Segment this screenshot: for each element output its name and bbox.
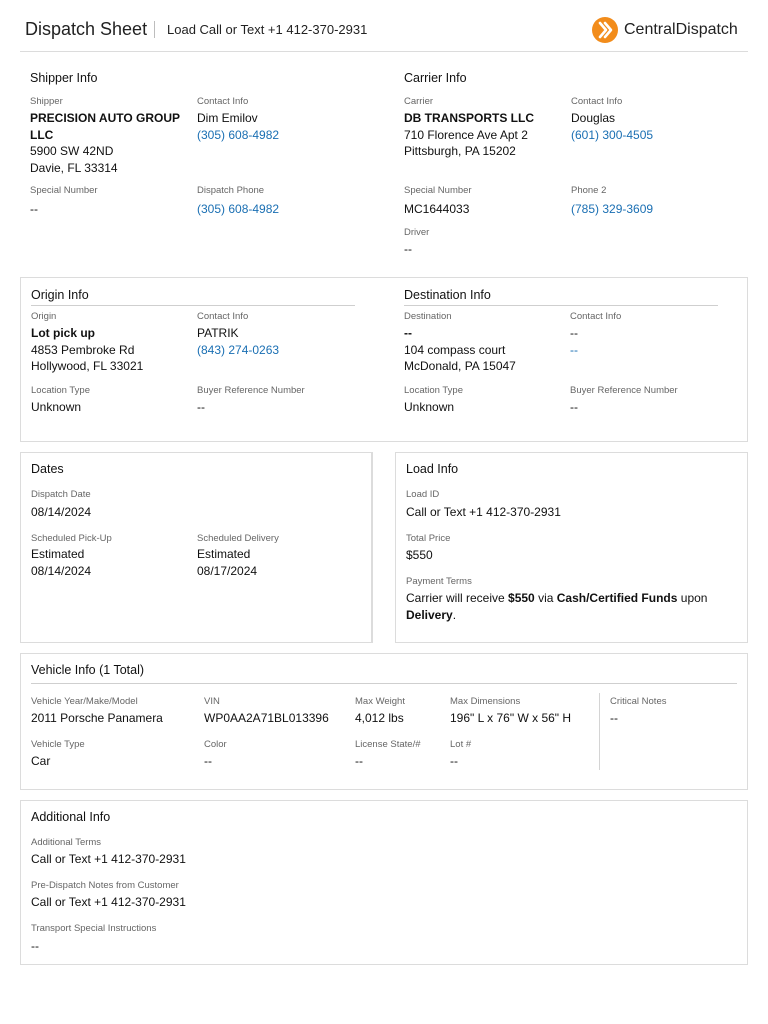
- page-subtitle: Load Call or Text +1 412-370-2931: [167, 22, 368, 37]
- origin-buyer-ref: --: [197, 400, 205, 414]
- page-title: Dispatch Sheet: [25, 19, 148, 39]
- load-section-title: Load Info: [406, 462, 459, 476]
- total-price: $550: [406, 548, 433, 562]
- terms-pre: Carrier will receive: [406, 591, 509, 605]
- vehicle-dims-label: Max Dimensions: [450, 696, 521, 707]
- vehicle-type: Car: [31, 754, 51, 768]
- destination-contact-label: Contact Info: [570, 311, 622, 322]
- terms-amount: $550: [508, 591, 535, 605]
- shipper-special-value: --: [30, 202, 38, 216]
- shipper-dispatch-phone-label: Dispatch Phone: [197, 185, 265, 196]
- vehicle-ymm-label: Vehicle Year/Make/Model: [31, 696, 138, 707]
- dispatch-date: 08/14/2024: [31, 505, 92, 519]
- logo-text: CentralDispatch: [624, 21, 738, 38]
- critical-notes-divider: [599, 693, 600, 770]
- shipper-contact-label: Contact Info: [197, 96, 249, 107]
- header-rule: [20, 51, 748, 52]
- origin-contact-phone-link[interactable]: (843) 274-0263: [197, 343, 280, 357]
- additional-section-title: Additional Info: [31, 810, 111, 824]
- destination-address-line1: 104 compass court: [404, 343, 506, 357]
- destination-contact-phone-link[interactable]: --: [570, 343, 578, 357]
- pickup-type: Estimated: [31, 547, 85, 561]
- destination-name: --: [404, 326, 412, 340]
- terms-end: .: [452, 608, 457, 622]
- shipper-dispatch-phone-link[interactable]: (305) 608-4982: [197, 202, 280, 216]
- payment-terms-label: Payment Terms: [406, 576, 472, 587]
- carrier-address-line1: 710 Florence Ave Apt 2: [404, 128, 528, 142]
- destination-location-type: Unknown: [404, 400, 455, 414]
- destination-buyer-ref: --: [570, 400, 578, 414]
- critical-notes: --: [610, 711, 618, 725]
- destination-buyer-ref-label: Buyer Reference Number: [570, 385, 678, 396]
- vehicle-ymm: 2011 Porsche Panamera: [31, 711, 163, 725]
- central-dispatch-logo: [592, 17, 752, 43]
- vehicle-weight-label: Max Weight: [355, 696, 405, 707]
- vehicle-lot-label: Lot #: [450, 739, 472, 750]
- carrier-special-value: MC1644033: [404, 202, 470, 216]
- destination-contact-name: --: [570, 326, 578, 340]
- shipper-address-line2: Davie, FL 33314: [30, 161, 118, 175]
- vehicle-title-rule: [31, 683, 737, 684]
- delivery-label: Scheduled Delivery: [197, 533, 279, 544]
- carrier-name: DB TRANSPORTS LLC: [404, 111, 534, 125]
- terms-when: Delivery: [406, 608, 453, 622]
- dates-section-title: Dates: [31, 462, 64, 476]
- destination-label: Destination: [404, 311, 452, 322]
- additional-terms: Call or Text +1 412-370-2931: [31, 852, 186, 866]
- vehicle-weight: 4,012 lbs: [355, 711, 404, 725]
- vehicle-vin-label: VIN: [204, 696, 220, 707]
- origin-location-type-label: Location Type: [31, 385, 90, 396]
- origin-location-type: Unknown: [31, 400, 82, 414]
- terms-upon: upon: [677, 591, 708, 605]
- origin-title-rule: [31, 305, 355, 306]
- destination-title-rule: [404, 305, 718, 306]
- carrier-driver-label: Driver: [404, 227, 430, 238]
- vehicle-lot: --: [450, 754, 458, 768]
- pickup-date: 08/14/2024: [31, 564, 92, 578]
- carrier-contact-phone-link[interactable]: (601) 300-4505: [571, 128, 654, 142]
- vehicle-dims: 196" L x 76" W x 56" H: [450, 711, 572, 725]
- payment-terms-line2: [406, 607, 456, 624]
- pickup-label: Scheduled Pick-Up: [31, 533, 112, 544]
- payment-terms-line1: [406, 590, 707, 607]
- carrier-contact-name: Douglas: [571, 111, 616, 125]
- shipper-name-line1: PRECISION AUTO GROUP: [30, 111, 181, 125]
- vehicle-section-title: Vehicle Info (1 Total): [31, 663, 145, 677]
- load-id: Call or Text +1 412-370-2931: [406, 505, 561, 519]
- carrier-driver-value: --: [404, 242, 412, 256]
- shipper-label: Shipper: [30, 96, 63, 107]
- carrier-contact-label: Contact Info: [571, 96, 623, 107]
- carrier-address-line2: Pittsburgh, PA 15202: [404, 144, 516, 158]
- shipper-special-label: Special Number: [30, 185, 98, 196]
- destination-address-line2: McDonald, PA 15047: [404, 359, 516, 373]
- pre-dispatch-notes-label: Pre-Dispatch Notes from Customer: [31, 880, 179, 891]
- critical-notes-label: Critical Notes: [610, 696, 667, 707]
- origin-name: Lot pick up: [31, 326, 95, 340]
- total-price-label: Total Price: [406, 533, 451, 544]
- delivery-type: Estimated: [197, 547, 251, 561]
- shipper-address-line1: 5900 SW 42ND: [30, 144, 114, 158]
- vehicle-color-label: Color: [204, 739, 227, 750]
- origin-address-line2: Hollywood, FL 33021: [31, 359, 144, 373]
- origin-address-line1: 4853 Pembroke Rd: [31, 343, 135, 357]
- shipper-contact-name: Dim Emilov: [197, 111, 258, 125]
- carrier-label: Carrier: [404, 96, 434, 107]
- terms-method: Cash/Certified Funds: [556, 591, 678, 605]
- destination-location-type-label: Location Type: [404, 385, 463, 396]
- carrier-special-label: Special Number: [404, 185, 472, 196]
- special-instructions-label: Transport Special Instructions: [31, 923, 157, 934]
- shipper-name-line2: LLC: [30, 128, 54, 142]
- origin-buyer-ref-label: Buyer Reference Number: [197, 385, 305, 396]
- page-header: [0, 0, 768, 53]
- logo-icon: [592, 17, 618, 43]
- header-divider: [154, 21, 155, 38]
- origin-section-title: Origin Info: [31, 288, 89, 302]
- carrier-section-title: Carrier Info: [404, 71, 467, 85]
- carrier-phone2-label: Phone 2: [571, 185, 607, 196]
- load-id-label: Load ID: [406, 489, 440, 500]
- shipper-section-title: Shipper Info: [30, 71, 98, 85]
- additional-terms-label: Additional Terms: [31, 837, 102, 848]
- delivery-date: 08/17/2024: [197, 564, 258, 578]
- special-instructions: --: [31, 939, 39, 953]
- dispatch-date-label: Dispatch Date: [31, 489, 91, 500]
- origin-contact-name: PATRIK: [197, 326, 239, 340]
- terms-via: via: [534, 591, 557, 605]
- shipper-contact-phone-link[interactable]: (305) 608-4982: [197, 128, 280, 142]
- origin-label: Origin: [31, 311, 57, 322]
- pre-dispatch-notes: Call or Text +1 412-370-2931: [31, 895, 186, 909]
- vehicle-type-label: Vehicle Type: [31, 739, 85, 750]
- carrier-phone2-link[interactable]: (785) 329-3609: [571, 202, 654, 216]
- vehicle-color: --: [204, 754, 212, 768]
- vehicle-license: --: [355, 754, 363, 768]
- vehicle-vin: WP0AA2A71BL013396: [204, 711, 329, 725]
- destination-section-title: Destination Info: [404, 288, 491, 302]
- origin-contact-label: Contact Info: [197, 311, 249, 322]
- vehicle-license-label: License State/#: [355, 739, 421, 750]
